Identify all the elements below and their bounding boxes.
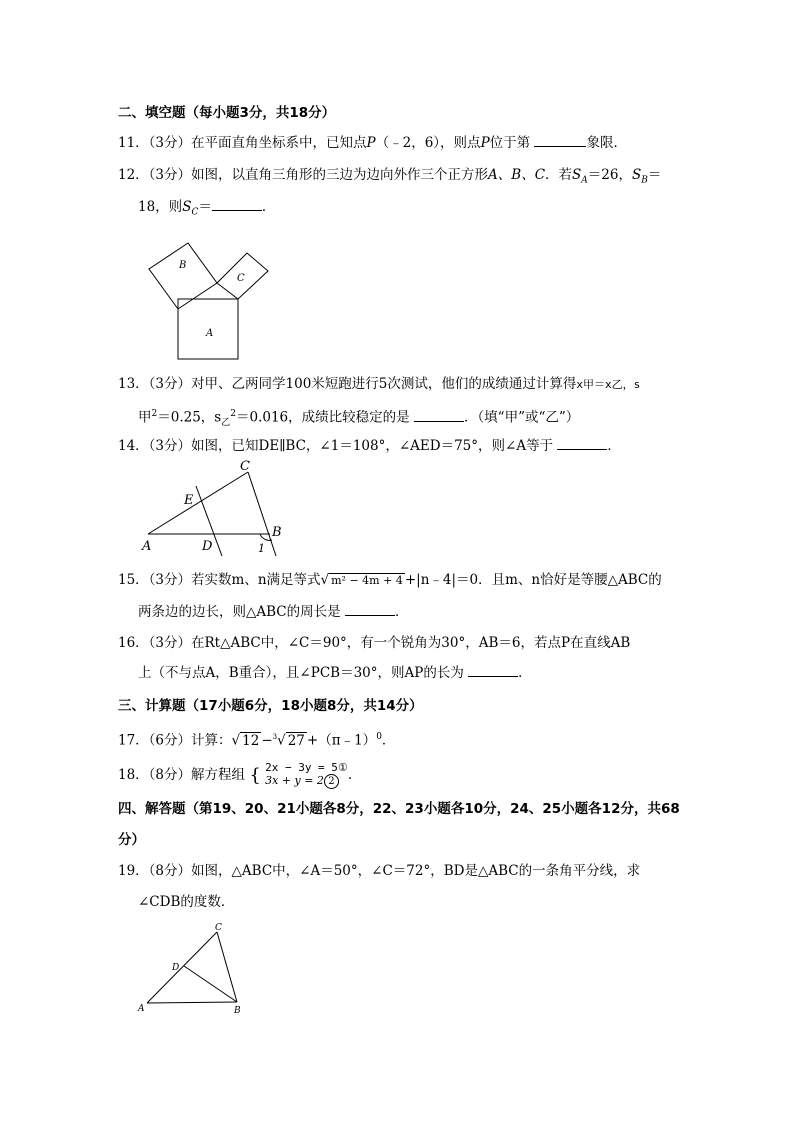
label-a: A [138,1004,145,1014]
q12-end: ． [261,199,276,215]
question-14 [118,437,621,455]
q12-sc: S [182,199,192,215]
q12-sc-sub: C [191,207,199,218]
q15-a: 15．（3分）若实数m、n满足等式 [118,572,321,588]
q19-line2: ∠CDB的度数． [138,894,235,910]
q12-mid: ．若 [545,167,573,183]
q15-radicand: m² − 4m + 4 [331,574,403,587]
question-16-line2 [138,664,532,682]
q12-sa-sub: A [581,175,588,186]
q17-end: ． [381,732,396,749]
label-1: 1 [258,542,265,555]
question-19-line2 [138,893,234,911]
segment-ac [148,472,248,534]
section-solve-line2: 分） [118,832,145,848]
q13-hint: ．（填“甲”或“乙”） [463,409,580,426]
q17-r2: 27 [287,732,305,749]
label-b: B [179,260,187,271]
label-e: E [184,493,194,508]
label-c: C [240,459,250,474]
label-d: D [202,539,213,554]
q18-a: 18．（8分）解方程组 [118,767,246,783]
q14-end: ． [607,438,621,454]
q16-line1: 16．（3分）在Rt△ABC中，∠C＝90°，有一个锐角为30°，AB＝6，若点P在直线AB [118,635,631,651]
q14-triangle-figure [140,456,290,556]
q18-n1: ① [337,761,348,774]
q16-line2: 上（不与点A，B重合），且∠PCB＝30°，则AP的长为 [138,665,464,681]
q12-squares-figure [140,235,280,365]
label-a: A [142,539,152,554]
q12-sb-val: ＝ [647,167,662,183]
question-13-line1 [118,375,640,394]
q17-a: 17．（6分）计算： [118,732,232,749]
q11-point: P [366,135,376,151]
q13-sub1: 甲 [138,409,152,426]
question-17: 17．（6分）计算：√ 12 −$^3$√ 27 +（π﹣1）$^0$． [118,732,396,749]
question-13-line2 [138,405,579,432]
q18-eq1: 2x − 3y = 5 [265,761,338,774]
section-fill-in: 二、填空题（每小题3分，共18分） [118,105,336,121]
section-solve-line1: 四、解答题（第19、20、21小题各8分，22、23小题各10分，24、25小题各12分，共68 [118,801,680,817]
q12-line2-val: 18，则 [138,199,183,215]
q15-answer-blank[interactable] [345,603,395,616]
label-c: C [215,923,222,933]
q12-prefix: 12．（3分）如图，以直角三角形的三边为边向外作三个正方形 [118,167,489,183]
q11-after: 象限． [586,135,627,151]
segment-cb [217,932,237,1002]
question-15-line2 [138,603,408,621]
q12-sa-val: ＝26， [587,167,632,183]
q12-sa: S [572,167,582,183]
q13-sup2: 2 [230,409,236,419]
q11-prefix: 11．（3分）在平面直角坐标系中，已知点 [118,135,367,151]
q12-answer-blank[interactable] [212,198,262,211]
q11-coords: （﹣2，6），则点 [375,135,481,151]
q18-n2: 2 [324,774,339,789]
section-compute: 三、计算题（17小题6分，18小题8分，共14分） [118,698,423,714]
question-11 [118,134,627,152]
q16-answer-blank[interactable] [468,664,518,677]
question-12-line1 [118,166,661,190]
q13-line1: 13．（3分）对甲、乙两同学100米短跑进行5次测试，他们的成绩通过计算得 [118,376,577,392]
label-c: C [237,273,245,284]
q17-idx: 3 [272,733,278,741]
q18-eq2: 3x + y = 2 [265,774,324,787]
q12-letters: A、B、C [488,167,546,183]
q13-answer-blank[interactable] [414,409,464,422]
q17-exp: 0 [376,732,382,742]
label-a: A [206,328,214,339]
q13-xbar: x甲＝x乙，s [576,378,641,391]
segment-ac [147,932,217,1003]
q11-answer-blank[interactable] [534,134,586,147]
q17-r1: 12 [242,732,260,749]
q17-b: +（π﹣1） [306,732,377,749]
q17-minus: − [261,732,273,749]
q16-end: ． [518,665,532,681]
label-b: B [234,1006,241,1016]
q11-point2: P [480,135,490,151]
question-12-line2 [138,198,275,222]
q12-sc-eq: ＝ [198,199,212,215]
q19-line1: 19．（8分）如图，△ABC中，∠A＝50°，∠C＝72°，BD是△ABC的一条角平分线，求 [118,863,641,879]
q15-b: +|n﹣4|＝0．且m、n恰好是等腰△ABC的 [404,572,662,588]
q13-sub2: 乙 [221,418,231,429]
question-15-line1: 15．（3分）若实数m、n满足等式√ m² − 4m + 4 +|n﹣4|＝0．且m、n恰好是等腰△ABC的 [118,572,662,588]
q18-end: ． [347,767,362,783]
segment-ab [147,1002,237,1003]
q11-suffix: 位于第 [489,135,531,151]
q13-val2: ＝0.016，成绩比较稳定的是 [235,409,410,426]
q13-val1: ＝0.25，s [157,409,222,426]
label-d: D [172,963,180,973]
question-18: 18．（8分）解方程组 { 2x − 3y = 5① 3x + y = 2 2 ． [118,761,362,787]
q14-text: 14．（3分）如图，已知DE∥BC，∠1＝108°，∠AED＝75°，则∠A等于 [118,438,554,454]
q12-sb-sub: B [641,175,648,186]
label-b: B [272,525,282,540]
q15-end: ． [394,604,409,620]
q12-sb: S [631,167,642,183]
question-16-line1 [118,634,630,652]
q15-line2: 两条边的边长，则△ABC的周长是 [138,604,341,620]
question-19-line1 [118,862,640,880]
q19-triangle-figure [135,920,255,1020]
q14-answer-blank[interactable] [557,437,607,450]
q13-sup1: 2 [151,409,158,419]
segment-bd [184,966,237,1002]
